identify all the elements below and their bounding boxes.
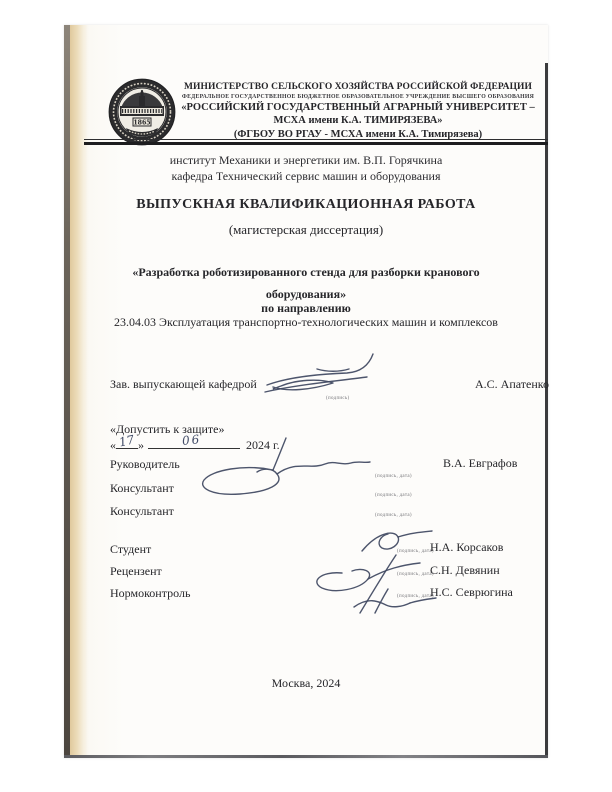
signature-caption: (подпись, дата) [375,513,412,518]
thesis-title-line2: оборудования» [265,286,347,301]
document-page [64,25,548,758]
date-day-blank [116,432,138,450]
signature-caption: (подпись, дата) [375,474,412,479]
page-stack-edge [70,25,88,758]
committee-row-label: Студент [110,542,152,556]
signature-caption: (подпись, дата) [397,594,434,599]
university-name-line1: «РОССИЙСКИЙ ГОСУДАРСТВЕННЫЙ АГРАРНЫЙ УНИВЕРСИТЕТ – [181,102,535,114]
signature-caption: (подпись, дата) [375,493,412,498]
handwritten-day: 17 [117,432,136,450]
university-abbrev-line: (ФГБОУ ВО РГАУ - МСХА имени К.А. Тимирязева) [233,128,483,140]
committee-row-label: Консультант [110,481,174,495]
city-year: Москва, 2024 [271,676,341,690]
committee-row-label: Руководитель [110,457,180,471]
committee-row-name: Н.А. Корсаков [430,540,504,554]
admit-date-line [110,432,280,453]
university-name-line2: МСХА имени К.А. ТИМИРЯЗЕВА» [273,115,443,127]
committee-row-label: Нормоконтроль [110,586,191,600]
ministry-line: МИНИСТЕРСТВО СЕЛЬСКОГО ХОЗЯЙСТВА РОССИЙСКОЙ ФЕДЕРАЦИИ [183,82,533,92]
dept-head-label: Зав. выпускающей кафедрой [110,377,257,391]
dept-head-signature-caption: (подпись) [326,396,350,401]
committee-row-label: Рецензент [110,564,162,578]
letterhead-rule-thin [84,139,548,140]
institute-block [84,152,528,184]
date-open-quote: « [110,438,116,452]
department-line: кафедра Технический сервис машин и оборудования [171,169,441,184]
handwritten-month: 06 [181,432,202,448]
signature-caption: (подпись, дата) [397,572,434,577]
committee-row-name: В.А. Евграфов [443,456,518,470]
seal-year: 1865 [133,119,151,127]
letterhead [174,82,542,140]
work-type-heading: ВЫПУСКНАЯ КВАЛИФИКАЦИОННАЯ РАБОТА [136,197,476,212]
date-close-quote: » [138,438,144,452]
institution-type-line: ФЕДЕРАЛЬНОЕ ГОСУДАРСТВЕННОЕ БЮДЖЕТНОЕ ОБРАЗОВАТЕЛЬНОЕ УЧРЕЖДЕНИЕ ВЫСШЕГО ОБРАЗОВАНИЯ [181,94,535,101]
direction-code: 23.04.03 Эксплуатация транспортно-технологических машин и комплексов [114,315,498,329]
thesis-title-line1: «Разработка роботизированного стенда для разборки кранового [132,265,480,279]
dept-head-name: А.С. Апатенко [475,377,549,391]
date-month-blank [148,432,240,449]
work-subtype: (магистерская диссертация) [228,222,384,237]
thesis-title [104,262,508,305]
institute-line: институт Механики и энергетики им. В.П. Горячкина [169,153,443,167]
committee-row-label: Консультант [110,504,174,518]
committee-row-name: Н.С. Севрюгина [430,585,513,599]
committee-row-name: С.Н. Девянин [430,563,500,577]
admit-line: «Допустить к защите» [110,422,225,436]
page-bottom-edge [64,755,548,758]
university-seal [108,78,176,146]
dept-head-signature [259,347,444,422]
date-year: 2024 г. [246,438,280,452]
page-right-edge [545,63,548,758]
letterhead-rule-thick [84,142,548,145]
direction-label: по направлению [261,301,351,315]
signature-caption: (подпись, дата) [397,549,434,554]
